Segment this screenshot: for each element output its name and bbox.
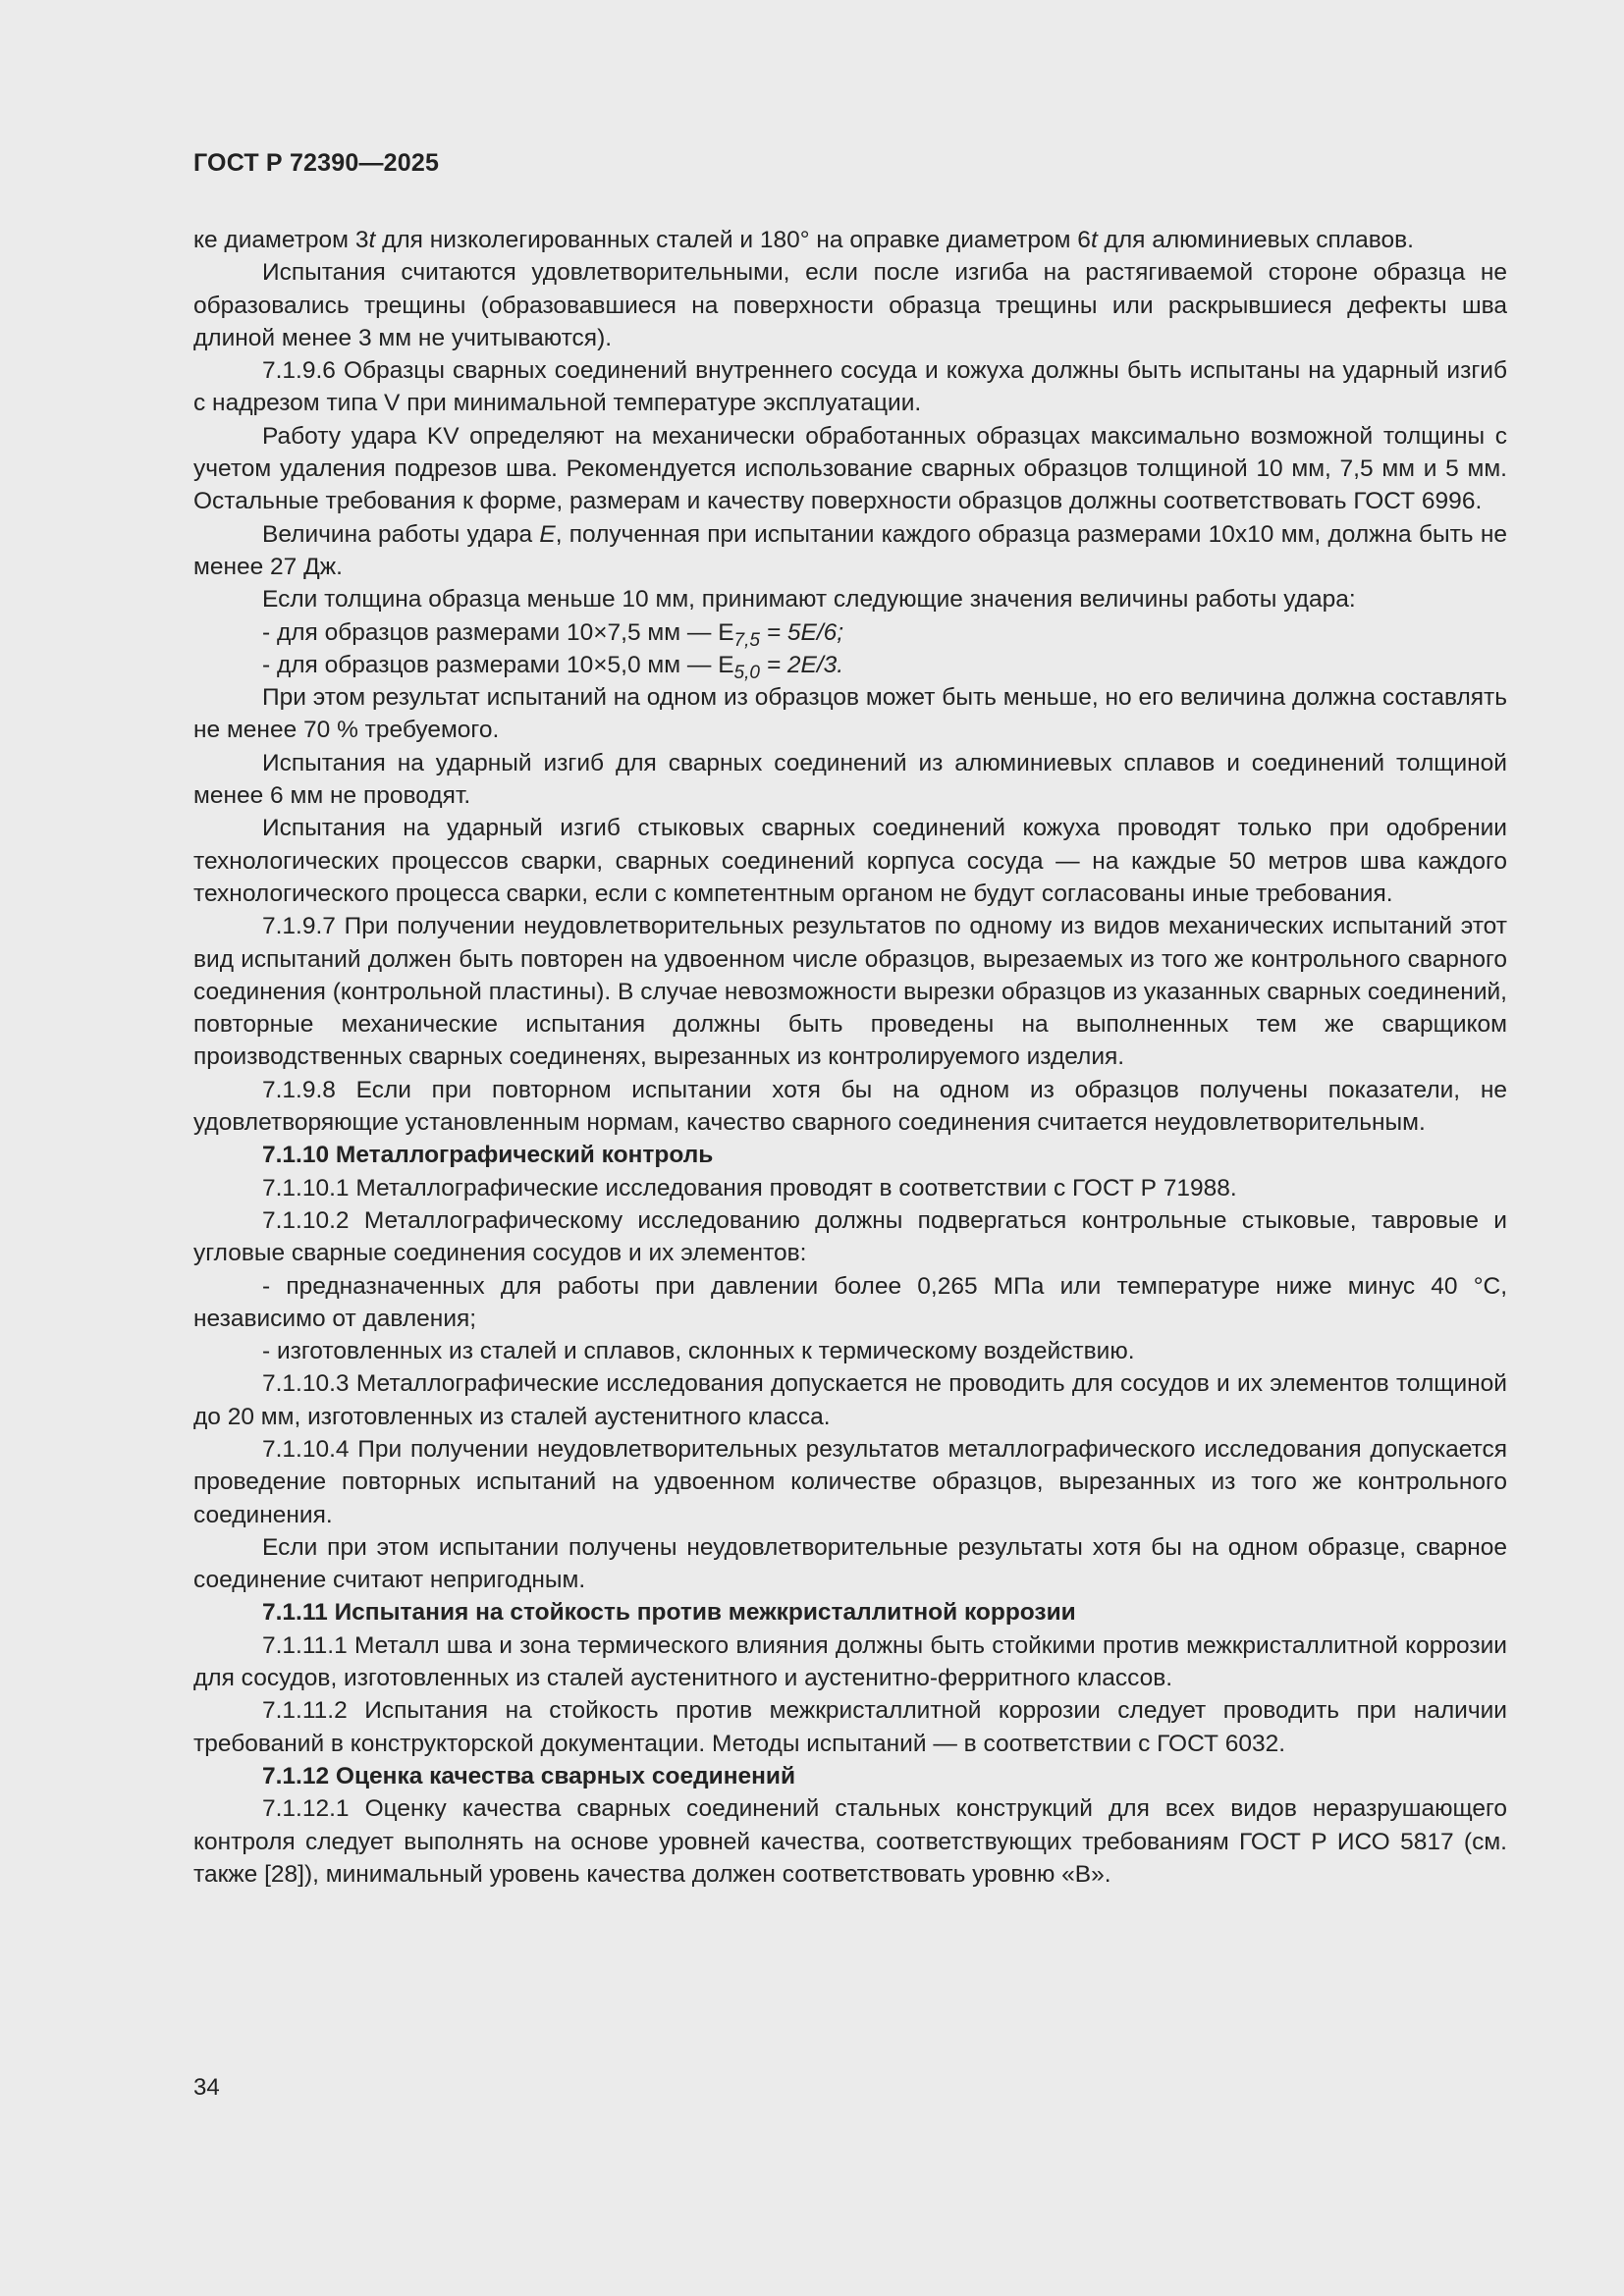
list-item: - изготовленных из сталей и сплавов, склонных к термическому воздействию.: [262, 1338, 1135, 1365]
paragraph: 7.1.9.7 При получении неудовлетворительных результатов по одному из видов механических испытаний этот вид испытаний должен быть повторен на удвоенном числе образцов, вырезаемых из того же контрольного сварного соединения (контрольной пластины). В случае невозможности вырезки образцов из указанных сварных соединений, повторные механические испытания должны быть проведены на выполненных тем же сварщиком производственных сварных соединенях, вырезанных из контролируемого изделия.: [193, 913, 1507, 1071]
paragraph: 7.1.10.2 Металлографическому исследованию должны подвергаться контрольные стыковые, тавровые и угловые сварные соединения сосудов и их элементов:: [193, 1206, 1507, 1267]
paragraph: Величина работы удара E, полученная при испытании каждого образца размерами 10х10 мм, должна быть не менее 27 Дж.: [193, 520, 1507, 580]
section-heading: 7.1.12 Оценка качества сварных соединений: [262, 1762, 796, 1789]
list-item: - для образцов размерами 10×7,5 мм — $E_{7,5} = 5E/6$;: [262, 618, 844, 651]
document-body: [193, 224, 1507, 1891]
paragraph: ке диаметром 3t для низколегированных сталей и 180° на оправке диаметром 6t для алюминиевых сплавов.: [193, 227, 1414, 253]
paragraph: 7.1.11.1 Металл шва и зона термического влияния должны быть стойкими против межкристаллитной коррозии для сосудов, изготовленных из сталей аустенитного и аустенитно-ферритного классов.: [193, 1631, 1507, 1692]
paragraph: Испытания на ударный изгиб стыковых сварных соединений кожуха проводят только при одобрении технологических процессов сварки, сварных соединений корпуса сосуда — на каждые 50 метров шва каждого технологического процесса сварки, если с компетентным органом не будут согласованы иные требования.: [193, 815, 1507, 907]
page-number: 34: [193, 2074, 220, 2101]
paragraph: 7.1.10.1 Металлографические исследования проводят в соответствии с ГОСТ Р 71988.: [262, 1174, 1237, 1201]
paragraph: 7.1.9.8 Если при повторном испытании хотя бы на одном из образцов получены показатели, не удовлетворяющие установленным нормам, качество сварного соединения считается неудовлетворительным.: [193, 1076, 1507, 1137]
list-item: - для образцов размерами 10×5,0 мм — $E_{5,0} = 2E/3$.: [262, 651, 844, 683]
paragraph: Если толщина образца меньше 10 мм, принимают следующие значения величины работы удара:: [262, 586, 1356, 614]
paragraph: Испытания считаются удовлетворительными, если после изгиба на растягиваемой стороне образца не образовались трещины (образовавшиеся на поверхности образца трещины или раскрывшиеся дефекты шва длиной менее 3 мм не учитываются).: [193, 259, 1507, 351]
paragraph: 7.1.10.3 Металлографические исследования допускается не проводить для сосудов и их элементов толщиной до 20 мм, изготовленных из сталей аустенитного класса.: [193, 1370, 1507, 1430]
list-item: - предназначенных для работы при давлении более 0,265 МПа или температуре ниже минус 40 °С, независимо от давления;: [193, 1272, 1507, 1332]
section-heading: 7.1.10 Металлографический контроль: [262, 1142, 714, 1169]
section-heading: 7.1.11 Испытания на стойкость против межкристаллитной коррозии: [262, 1599, 1076, 1627]
paragraph: 7.1.11.2 Испытания на стойкость против межкристаллитной коррозии следует проводить при наличии требований в конструкторской документации. Методы испытаний — в соответствии с ГОСТ 6032.: [193, 1697, 1507, 1757]
paragraph: Если при этом испытании получены неудовлетворительные результаты хотя бы на одном образце, сварное соединение считают непригодным.: [193, 1533, 1507, 1594]
paragraph: Испытания на ударный изгиб для сварных соединений из алюминиевых сплавов и соединений толщиной менее 6 мм не проводят.: [193, 749, 1507, 810]
paragraph: 7.1.10.4 При получении неудовлетворительных результатов металлографического исследования допускается проведение повторных испытаний на удвоенном количестве образцов, вырезанных из того же контрольного соединения.: [193, 1435, 1507, 1528]
paragraph: Работу удара KV определяют на механически обработанных образцах максимально возможной толщины с учетом удаления подрезов шва. Рекомендуется использование сварных образцов толщиной 10 мм, 7,5 мм и 5 мм. Остальные требования к форме, размерам и качеству поверхности образцов должны соответствовать ГОСТ 6996.: [193, 422, 1507, 515]
paragraph: 7.1.12.1 Оценку качества сварных соединений стальных конструкций для всех видов неразрушающего контроля следует выполнять на основе уровней качества, соответствующих требованиям ГОСТ Р ИСО 5817 (см. также [28]), минимальный уровень качества должен соответствовать уровню «В».: [193, 1795, 1507, 1888]
paragraph: 7.1.9.6 Образцы сварных соединений внутреннего сосуда и кожуха должны быть испытаны на ударный изгиб с надрезом типа V при минимальной температуре эксплуатации.: [193, 357, 1507, 417]
document-header: ГОСТ Р 72390—2025: [193, 149, 440, 177]
paragraph: При этом результат испытаний на одном из образцов может быть меньше, но его величина должна составлять не менее 70 % требуемого.: [193, 684, 1507, 744]
document-page: [193, 0, 1507, 2296]
